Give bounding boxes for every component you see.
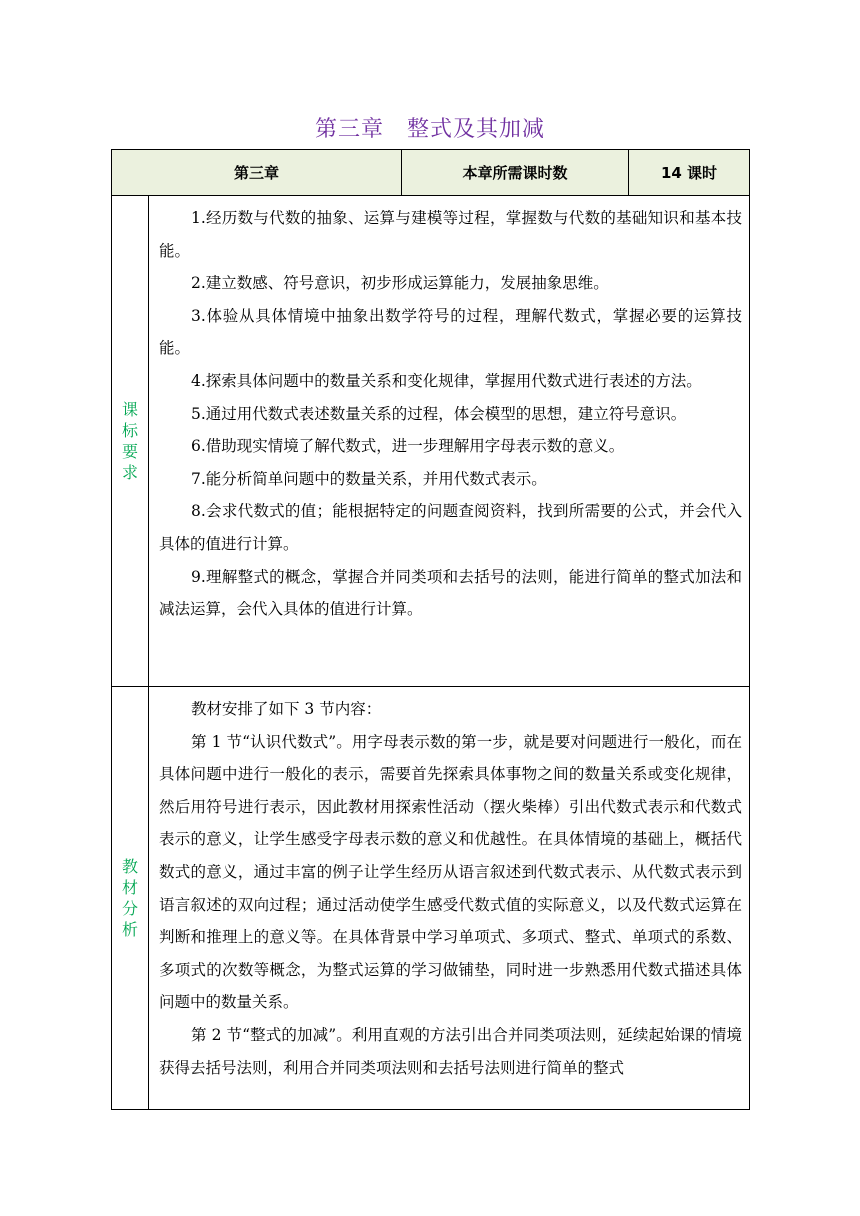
paragraph: 6.借助现实情境了解代数式，进一步理解用字母表示数的意义。 [191,437,625,456]
chapter-table [111,149,750,1110]
paragraph: 第 1 节“认识代数式”。用字母表示数的第一步，就是要对问题进行一般化，而在具体问题中进行一般化的表示，需要首先探索具体事物之间的数量关系或变化规律，然后用符号进行表示，因此教材用探索性活动（摆火柴棒）引出代数式表示和代数式表示的意义，让学生感受字母表示数的意义和优越性。在具体情境的基础上，概括代数式的意义，通过丰富的例子让学生经历从语言叙述到代数式表示、从代数式表示到语言叙述的双向过程；通过活动使学生感受代数式值的实际意义，以及代数式运算在判断和推理上的意义等。在具体背景中学习单项式、多项式、整式、单项式的系数、多项式的次数等概念，为整式运算的学习做铺垫，同时进一步熟悉用代数式描述具体问题中的数量关系。 [159,732,743,1012]
paragraph: 5.通过用代数式表述数量关系的过程，体会模型的思想，建立符号意识。 [191,404,687,423]
textbook-label: 教 材 分 析 [112,687,149,1110]
curriculum-row [112,196,750,687]
page-title: 第三章 整式及其加减 [314,117,545,142]
textbook-content [149,687,750,1110]
paragraph: 7.能分析简单问题中的数量关系，并用代数式表示。 [191,469,547,488]
paragraph: 4.探索具体问题中的数量关系和变化规律，掌握用代数式进行表述的方法。 [191,371,702,390]
paragraph: 3.体验从具体情境中抽象出数学符号的过程，理解代数式，掌握必要的运算技能。 [159,306,743,358]
paragraph: 1.经历数与代数的抽象、运算与建模等过程，掌握数与代数的基础知识和基本技能。 [159,209,743,260]
chapter-cell: 第三章 [112,150,402,196]
textbook-row [112,687,750,1110]
paragraph: 8.会求代数式的值；能根据特定的问题查阅资料，找到所需要的公式，并会代入具体的值进行计算。 [159,502,743,553]
curriculum-label: 课 标 要 求 [112,196,149,687]
hours-value-cell: 14 课时 [629,150,750,196]
paragraph: 9.理解整式的概念，掌握合并同类项和去括号的法则，能进行简单的整式加法和减法运算，会代入具体的值进行计算。 [159,567,743,619]
header-row [112,150,750,196]
hours-label-cell: 本章所需课时数 [402,150,629,196]
paragraph: 第 2 节“整式的加减”。利用直观的方法引出合并同类项法则，延续起始课的情境获得去括号法则，利用合并同类项法则和去括号法则进行简单的整式 [159,1025,743,1077]
paragraph: 教材安排了如下 3 节内容： [191,700,382,718]
paragraph: 2.建立数感、符号意识，初步形成运算能力，发展抽象思维。 [191,274,609,293]
curriculum-content [149,196,750,687]
